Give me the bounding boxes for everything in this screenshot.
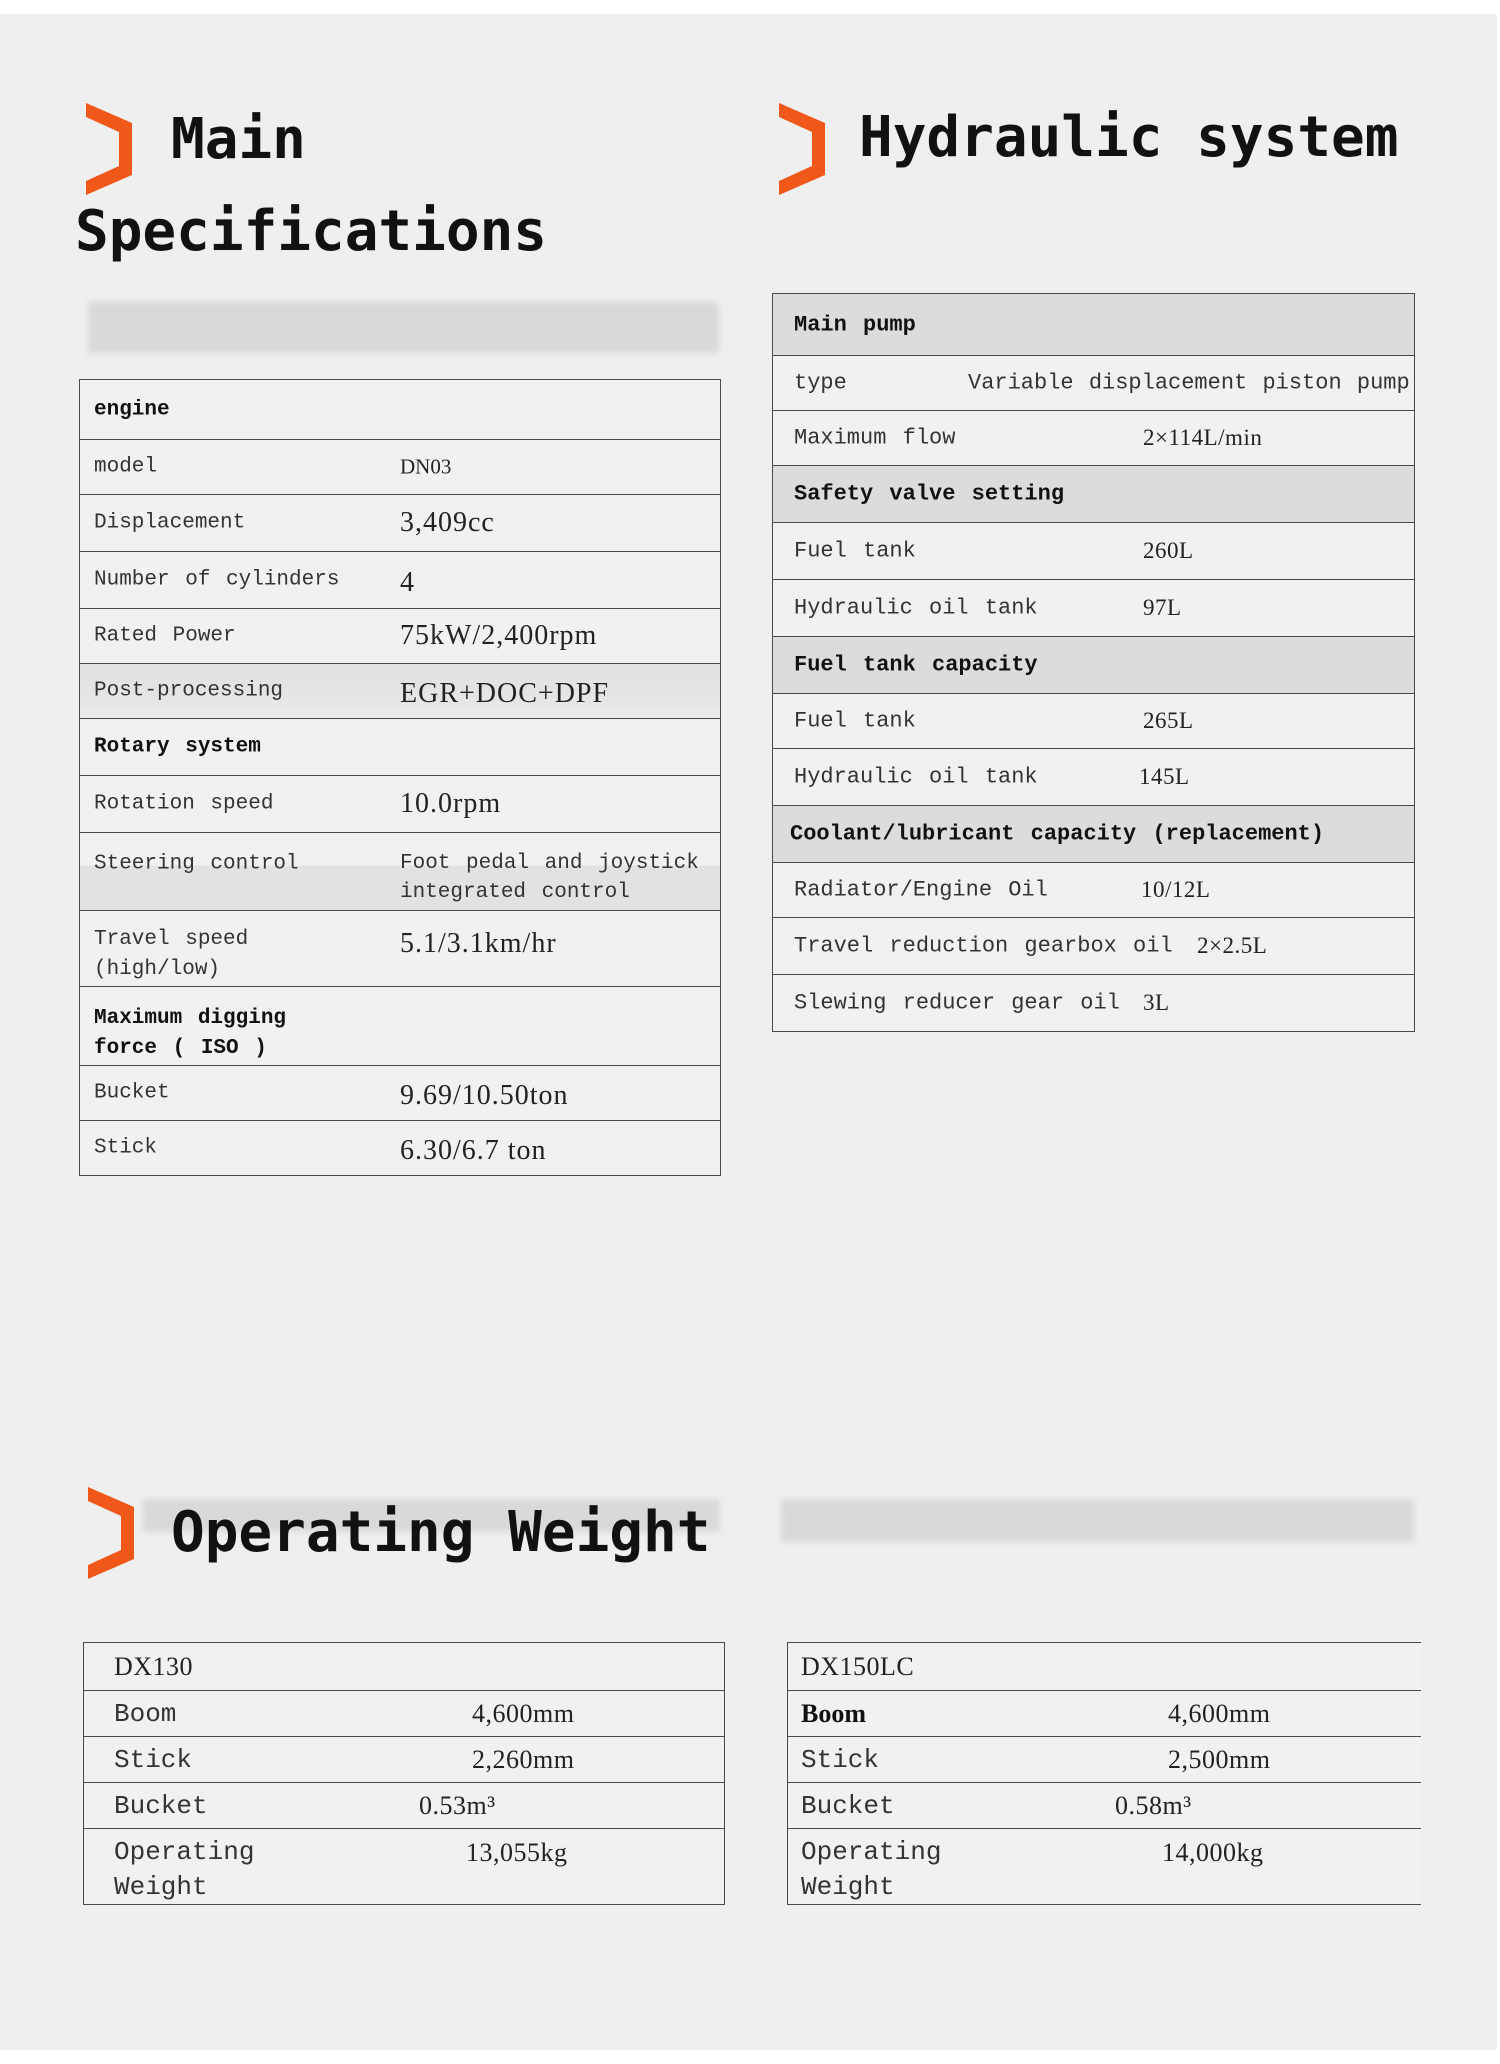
table-row bbox=[773, 917, 1414, 974]
section-label-engine: engine bbox=[94, 398, 170, 421]
row-label: Boom bbox=[801, 1698, 866, 1728]
row-value: 4 bbox=[400, 567, 415, 599]
table-row bbox=[80, 775, 720, 832]
row-value: 3L bbox=[1143, 990, 1170, 1015]
row-value: 0.53m³ bbox=[419, 1790, 496, 1820]
table-row bbox=[773, 579, 1414, 636]
chevron-icon bbox=[88, 1487, 134, 1579]
model-name: DX150LC bbox=[801, 1651, 915, 1681]
table-section-row bbox=[773, 636, 1414, 693]
chevron-icon bbox=[86, 103, 132, 195]
row-value: 260L bbox=[1143, 538, 1194, 563]
row-value: 2,260mm bbox=[472, 1744, 575, 1774]
table-section-row bbox=[80, 380, 720, 439]
row-label: Hydraulic oil tank bbox=[794, 764, 1038, 790]
row-value: 4,600mm bbox=[1168, 1698, 1271, 1728]
section-title-operating-weight: Operating Weight bbox=[171, 1500, 711, 1565]
section-label-main-pump: Main pump bbox=[794, 312, 916, 337]
table-row bbox=[773, 355, 1414, 410]
row-value: 10.0rpm bbox=[400, 788, 502, 819]
row-label: Number of cylinders bbox=[94, 568, 340, 592]
table-section-row bbox=[80, 718, 720, 775]
row-value: Foot pedal and joystick integrated control bbox=[400, 852, 699, 904]
table-row bbox=[80, 551, 720, 608]
section-label-maximum-digging-force: Maximum digging force ( ISO ) bbox=[94, 1007, 287, 1060]
model-name: DX130 bbox=[114, 1651, 194, 1681]
table-row bbox=[773, 748, 1414, 805]
table-row bbox=[773, 522, 1414, 579]
main-specifications-table bbox=[79, 379, 721, 1176]
section-title-specifications: Specifications bbox=[75, 199, 548, 264]
table-row bbox=[80, 832, 720, 910]
row-value: 6.30/6.7 ton bbox=[400, 1135, 547, 1167]
row-label: Displacement bbox=[94, 511, 246, 535]
table-model-row bbox=[84, 1643, 724, 1690]
row-value: 2×114L/min bbox=[1143, 425, 1263, 450]
row-label: type bbox=[794, 370, 847, 396]
table-row bbox=[773, 974, 1414, 1031]
table-model-row bbox=[788, 1643, 1421, 1690]
section-label-safety-valve-setting: Safety valve setting bbox=[794, 481, 1065, 507]
table-row bbox=[84, 1782, 724, 1828]
row-label: Bucket bbox=[114, 1790, 208, 1821]
row-value: 14,000kg bbox=[1162, 1838, 1264, 1867]
row-label: Stick bbox=[114, 1744, 193, 1775]
row-value: 0.58m³ bbox=[1115, 1790, 1192, 1820]
row-value: 265L bbox=[1143, 708, 1194, 733]
operating-weight-table-dx130 bbox=[83, 1642, 725, 1905]
table-row bbox=[84, 1690, 724, 1736]
table-row bbox=[80, 663, 720, 718]
row-value: EGR+DOC+DPF bbox=[400, 677, 610, 709]
row-label: Post-processing bbox=[94, 679, 284, 703]
table-row bbox=[80, 1120, 720, 1175]
row-label: Rated Power bbox=[94, 624, 236, 648]
section-label-rotary-system: Rotary system bbox=[94, 735, 261, 759]
row-label: Stick bbox=[94, 1136, 158, 1160]
row-label: Steering control bbox=[94, 852, 299, 876]
section-label-fuel-tank-capacity: Fuel tank capacity bbox=[794, 652, 1038, 678]
decorative-blur-bar bbox=[88, 302, 719, 353]
table-row bbox=[80, 439, 720, 494]
table-section-row bbox=[773, 465, 1414, 522]
row-label: Travel reduction gearbox oil bbox=[794, 933, 1173, 959]
row-value: 2×2.5L bbox=[1197, 933, 1268, 958]
row-value: 3,409cc bbox=[400, 507, 495, 538]
operating-weight-table-dx150lc bbox=[787, 1642, 1421, 1905]
row-value: 4,600mm bbox=[472, 1698, 575, 1728]
decorative-blur-bar bbox=[781, 1499, 1414, 1542]
table-row bbox=[80, 494, 720, 551]
table-row bbox=[773, 693, 1414, 748]
chevron-icon bbox=[779, 103, 825, 195]
row-label: Boom bbox=[114, 1698, 177, 1729]
row-value: 75kW/2,400rpm bbox=[400, 620, 598, 651]
row-label: Fuel tank bbox=[794, 538, 916, 564]
table-row bbox=[773, 410, 1414, 465]
row-label: Maximum flow bbox=[794, 425, 956, 451]
row-label: Hydraulic oil tank bbox=[794, 595, 1038, 621]
row-label: Stick bbox=[801, 1744, 880, 1775]
row-label: Radiator/Engine Oil bbox=[794, 877, 1048, 903]
row-value: 2,500mm bbox=[1168, 1744, 1271, 1774]
row-value: DN03 bbox=[400, 454, 452, 479]
table-row bbox=[80, 910, 720, 986]
row-label: Fuel tank bbox=[794, 708, 916, 734]
table-row bbox=[788, 1690, 1421, 1736]
table-row bbox=[788, 1828, 1421, 1904]
table-section-row bbox=[80, 986, 720, 1065]
row-label: Operating Weight bbox=[114, 1837, 255, 1902]
row-value: 10/12L bbox=[1141, 877, 1211, 902]
row-label: Operating Weight bbox=[801, 1837, 942, 1902]
row-value: 97L bbox=[1143, 595, 1182, 620]
table-section-row bbox=[773, 294, 1414, 355]
row-value: 5.1/3.1km/hr bbox=[400, 928, 557, 959]
section-title-main: Main bbox=[171, 107, 306, 172]
table-row bbox=[788, 1782, 1421, 1828]
section-title-hydraulic-system: Hydraulic system bbox=[859, 105, 1399, 170]
row-label: Rotation speed bbox=[94, 792, 274, 816]
row-value: 13,055kg bbox=[466, 1838, 568, 1867]
hydraulic-system-table bbox=[772, 293, 1415, 1032]
table-section-row bbox=[773, 805, 1414, 862]
section-label-coolant-lubricant-capacity: Coolant/lubricant capacity (replacement) bbox=[790, 821, 1325, 847]
row-label: model bbox=[94, 455, 158, 479]
row-label: Slewing reducer gear oil bbox=[794, 990, 1120, 1016]
table-row bbox=[80, 608, 720, 663]
table-row bbox=[80, 1065, 720, 1120]
row-value: Variable displacement piston pump bbox=[968, 370, 1410, 396]
table-row bbox=[84, 1828, 724, 1904]
row-value: 9.69/10.50ton bbox=[400, 1080, 569, 1112]
row-label: Travel speed (high/low) bbox=[94, 928, 249, 981]
row-label: Bucket bbox=[801, 1790, 895, 1821]
row-value: 145L bbox=[1139, 764, 1190, 789]
table-row bbox=[84, 1736, 724, 1782]
table-row bbox=[788, 1736, 1421, 1782]
row-label: Bucket bbox=[94, 1081, 170, 1105]
table-row bbox=[773, 862, 1414, 917]
